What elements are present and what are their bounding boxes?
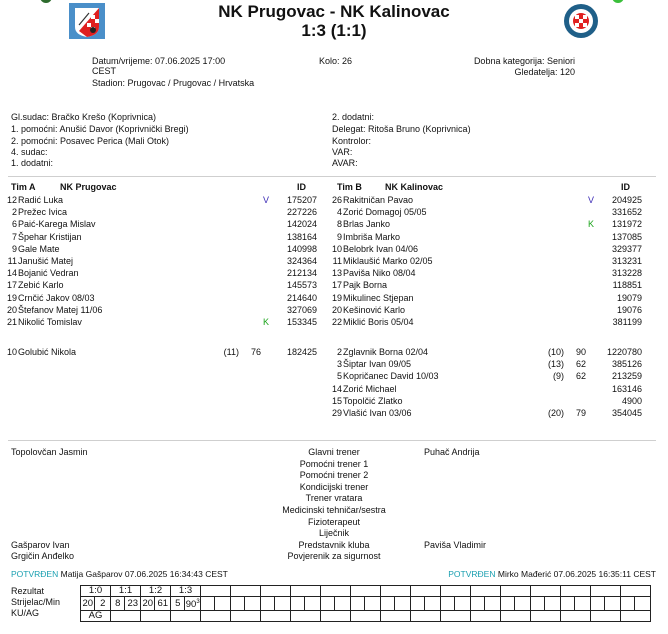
player-name: Kopričanec David 10/03 <box>343 371 439 382</box>
match-stadium: Stadion: Prugovac / Prugovac / Hrvatska <box>92 78 255 88</box>
player-row <box>0 267 317 279</box>
official-main-referee: Gl.sudac: Bračko Krešo (Koprivnica) <box>11 112 157 122</box>
team-b-id-header: ID <box>621 182 630 192</box>
ku-ag-cell <box>261 611 291 622</box>
score-cell <box>291 586 321 597</box>
confirmation-right <box>448 569 656 579</box>
player-name: Golubić Nikola <box>18 347 77 357</box>
staff-role: Povjerenik za sigurnost <box>287 551 381 562</box>
player-name: Zorić Domagoj 05/05 <box>343 207 427 218</box>
scorer-number <box>231 597 245 611</box>
score-cell <box>531 586 561 597</box>
player-row <box>0 194 317 206</box>
player-number: 4 <box>336 207 342 218</box>
scoring-label-result: Rezultat <box>11 586 45 596</box>
official-fourth-referee: 4. sudac: <box>11 147 48 157</box>
substitution-minute: 76 <box>250 347 261 357</box>
player-number: 10 <box>6 347 17 357</box>
player-number: 12 <box>6 195 17 205</box>
scorer-number <box>441 597 455 611</box>
confirmation-left <box>11 569 228 579</box>
player-row <box>0 243 317 255</box>
official-controller: Kontrolor: <box>332 136 372 146</box>
ku-ag-cell <box>111 611 141 622</box>
goal-minute <box>245 597 261 611</box>
score-cell <box>621 586 651 597</box>
player-row <box>325 206 642 218</box>
substitution-minute: 90 <box>575 347 586 357</box>
player-row <box>325 267 642 279</box>
team-a-id-header: ID <box>297 182 306 192</box>
player-name: Vlašić Ivan 03/06 <box>343 408 412 418</box>
scorer-number <box>351 597 365 611</box>
player-name: Radić Luka <box>18 195 64 205</box>
player-id: 331652 <box>611 207 642 218</box>
scorer-number <box>381 597 395 611</box>
official-assistant-1: 1. pomoćni: Anušić Davor (Koprivnički Bregi) <box>11 124 189 134</box>
player-number: 8 <box>336 219 342 230</box>
staff-role: Kondicijski trener <box>299 481 369 492</box>
player-number: 10 <box>331 243 342 254</box>
player-id: 19076 <box>616 304 642 315</box>
player-number: 20 <box>6 304 17 315</box>
player-row <box>0 279 317 291</box>
scoring-label-ku-ag: KU/AG <box>11 608 40 618</box>
player-id: 1220780 <box>606 347 642 357</box>
score-cell: 1:0 <box>81 586 111 597</box>
player-id: 163146 <box>611 383 642 394</box>
player-row <box>325 316 642 328</box>
player-id: 19079 <box>616 292 642 303</box>
player-number: 20 <box>331 304 342 315</box>
player-row <box>0 346 317 358</box>
player-row <box>0 255 317 267</box>
goal-minute <box>275 597 291 611</box>
player-number: 19 <box>6 292 17 303</box>
score-cell <box>321 586 351 597</box>
official-additional-1: 1. dodatni: <box>11 158 54 168</box>
goal-minute: $90^3$ <box>185 597 201 611</box>
player-number: 14 <box>331 383 342 394</box>
staff-role: Pomoćni trener 1 <box>299 458 369 469</box>
ku-ag-cell: AG <box>81 611 111 622</box>
goal-minute <box>515 597 531 611</box>
player-id: 131972 <box>611 219 642 230</box>
confirmation-right-text: Mirko Mađerić 07.06.2025 16:35:11 CEST <box>497 569 656 579</box>
substituted-for: (13) <box>547 359 564 370</box>
player-name: Imbriša Marko <box>343 231 401 242</box>
player-id: 313231 <box>611 256 642 266</box>
goal-minute: 2 <box>95 597 111 611</box>
goal-minute <box>305 597 321 611</box>
player-name: Pajk Borna <box>343 280 388 291</box>
player-id: 175207 <box>286 195 317 205</box>
match-round: Kolo: 26 <box>319 56 353 66</box>
staff-team-a: Topolovčan Jasmin <box>11 447 88 457</box>
substitution-minute: 62 <box>575 371 586 382</box>
scorer-number: 20 <box>81 597 95 611</box>
substituted-for: (9) <box>553 371 564 382</box>
divider-top <box>8 176 656 177</box>
player-number: 13 <box>331 268 342 279</box>
official-assistant-2: 2. pomoćni: Posavec Perica (Mali Otok) <box>11 136 170 146</box>
player-name: Topolčić Zlatko <box>343 395 403 406</box>
player-id: 212134 <box>286 268 317 279</box>
player-name: Paić-Karega Mislav <box>18 219 96 230</box>
scoring-label-scorer: Strijelac/Min <box>11 597 61 607</box>
goal-minute: 61 <box>155 597 171 611</box>
goal-minute <box>395 597 411 611</box>
player-row <box>325 370 642 382</box>
player-row <box>325 231 642 243</box>
scorer-number <box>591 597 605 611</box>
player-number: 3 <box>336 359 342 370</box>
player-id: 142024 <box>286 219 317 230</box>
goal-minute <box>215 597 231 611</box>
player-id: 329377 <box>611 243 642 254</box>
player-id: 313228 <box>611 268 642 279</box>
player-name: Crnčić Jakov 08/03 <box>18 292 95 303</box>
score-cell <box>591 586 621 597</box>
player-id: 153345 <box>286 317 317 327</box>
ku-ag-cell <box>591 611 621 622</box>
player-number: 9 <box>336 231 342 242</box>
player-row <box>325 292 642 304</box>
player-row <box>0 218 317 230</box>
ku-ag-cell <box>351 611 381 622</box>
player-number: 14 <box>6 268 17 279</box>
ku-ag-cell <box>381 611 411 622</box>
player-number: 7 <box>11 231 17 242</box>
player-number: 15 <box>331 395 342 406</box>
ku-ag-cell <box>501 611 531 622</box>
scorer-number <box>531 597 545 611</box>
player-name: Kešinović Karlo <box>343 304 406 315</box>
player-id: 354045 <box>611 408 642 418</box>
goalkeeper-mark: V <box>262 195 269 205</box>
captain-mark: K <box>587 219 594 230</box>
goal-minute <box>365 597 381 611</box>
goal-minute <box>635 597 651 611</box>
player-name: Nikolić Tomislav <box>18 317 82 327</box>
player-row <box>325 243 642 255</box>
score-cell <box>501 586 531 597</box>
player-name: Mikulinec Stjepan <box>343 292 414 303</box>
goalkeeper-mark: V <box>587 195 594 205</box>
player-name: Paviša Niko 08/04 <box>343 268 416 279</box>
captain-mark: K <box>262 317 269 327</box>
player-number: 29 <box>331 408 342 418</box>
player-row <box>0 231 317 243</box>
ku-ag-cell <box>321 611 351 622</box>
player-number: 17 <box>331 280 342 291</box>
player-id: 182425 <box>286 347 317 357</box>
score-cell <box>381 586 411 597</box>
goal-minute <box>545 597 561 611</box>
player-number: 2 <box>336 347 342 357</box>
staff-team-a: Gašparov Ivan <box>11 539 70 550</box>
substituted-for: (11) <box>223 347 239 357</box>
ku-ag-cell <box>471 611 501 622</box>
player-row <box>325 395 642 407</box>
score-cell <box>201 586 231 597</box>
substituted-for: (10) <box>547 347 564 357</box>
goal-minute <box>575 597 591 611</box>
ku-ag-cell <box>201 611 231 622</box>
score-cell <box>231 586 261 597</box>
player-row <box>0 304 317 316</box>
player-name: Zebić Karlo <box>18 280 64 291</box>
player-name: Miklić Boris 05/04 <box>343 317 414 327</box>
player-row <box>325 407 642 419</box>
ku-ag-cell <box>411 611 441 622</box>
player-number: 11 <box>7 256 17 266</box>
player-id: 138164 <box>286 231 317 242</box>
spectators: Gledatelja: 120 <box>514 67 575 77</box>
match-title: NK Prugovac - NK Kalinovac <box>218 2 450 21</box>
ku-ag-cell <box>441 611 471 622</box>
player-name: Miklaušić Marko 02/05 <box>343 256 433 266</box>
player-row <box>0 206 317 218</box>
player-number: 11 <box>332 256 342 266</box>
ku-ag-cell <box>171 611 201 622</box>
goal-minute <box>455 597 471 611</box>
scorer-number <box>201 597 215 611</box>
player-id: 324364 <box>286 256 317 266</box>
player-row <box>325 346 642 358</box>
player-name: Rakitničan Pavao <box>343 195 414 205</box>
player-name: Zorić Michael <box>343 383 397 394</box>
player-row <box>325 383 642 395</box>
player-number: 5 <box>336 371 342 382</box>
player-row <box>0 292 317 304</box>
player-name: Šiptar Ivan 09/05 <box>343 359 412 370</box>
goal-minute <box>335 597 351 611</box>
staff-role: Medicinski tehničar/sestra <box>282 505 386 515</box>
player-row <box>325 194 642 206</box>
player-name: Štefanov Matej 11/06 <box>18 304 103 315</box>
staff-role: Trener vratara <box>305 493 363 504</box>
ku-ag-cell <box>561 611 591 622</box>
match-datetime: Datum/vrijeme: 07.06.2025 17:00 <box>92 56 226 66</box>
player-name: Janušić Matej <box>18 256 74 266</box>
player-row <box>325 279 642 291</box>
ku-ag-cell <box>291 611 321 622</box>
goal-minute <box>605 597 621 611</box>
goal-minute <box>425 597 441 611</box>
player-name: Bojanić Vedran <box>18 268 79 279</box>
scorer-number <box>561 597 575 611</box>
confirmation-right-status: POTVRĐEN <box>448 569 496 579</box>
staff-role: Glavni trener <box>308 447 360 457</box>
official-delegate: Delegat: Ritoša Bruno (Koprivnica) <box>332 124 471 134</box>
player-number: 26 <box>331 195 342 205</box>
divider-staff <box>8 440 656 441</box>
team-a-label: Tim A <box>11 182 36 192</box>
scorer-number <box>471 597 485 611</box>
score-cell <box>441 586 471 597</box>
player-name: Gale Mate <box>18 243 60 254</box>
player-row <box>325 255 642 267</box>
player-number: 6 <box>11 219 17 230</box>
match-datetime-tz: CEST <box>92 66 117 76</box>
scorer-number <box>291 597 305 611</box>
substitution-minute: 79 <box>575 408 586 418</box>
confirmation-left-text: Matija Gašparov 07.06.2025 16:34:43 CEST <box>60 569 228 579</box>
scorer-number <box>501 597 515 611</box>
staff-role: Liječnik <box>318 528 349 539</box>
player-id: 385126 <box>611 359 642 370</box>
team-b-label: Tim B <box>337 182 362 192</box>
player-number: 2 <box>11 207 17 218</box>
score-cell: 1:1 <box>111 586 141 597</box>
player-number: 22 <box>331 317 342 327</box>
player-id: 4900 <box>621 395 642 406</box>
scorer-number <box>321 597 335 611</box>
team-a-name: NK Prugovac <box>60 182 117 192</box>
player-id: 381199 <box>612 317 642 327</box>
player-name: Prežec Ivica <box>18 207 68 218</box>
player-row <box>325 218 642 230</box>
player-id: 137085 <box>611 231 642 242</box>
score-cell <box>351 586 381 597</box>
score-cell <box>411 586 441 597</box>
staff-team-b: Puhač Andrija <box>424 447 480 457</box>
staff-role: Predstavnik kluba <box>298 539 370 550</box>
scorer-number: 8 <box>111 597 125 611</box>
official-avar: AVAR: <box>332 158 358 168</box>
extra-time-minute: 3 <box>196 599 200 605</box>
player-name: Zglavnik Borna 02/04 <box>343 347 429 357</box>
match-score: 1:3 (1:1) <box>301 21 367 40</box>
score-cell <box>471 586 501 597</box>
official-additional-2: 2. dodatni: <box>332 112 375 122</box>
official-var: VAR: <box>332 147 353 157</box>
scorer-number <box>621 597 635 611</box>
player-id: 204925 <box>611 195 642 205</box>
player-row <box>0 316 317 328</box>
score-cell <box>261 586 291 597</box>
goal-minute <box>485 597 501 611</box>
substitution-minute: 62 <box>575 359 586 370</box>
ku-ag-cell <box>531 611 561 622</box>
scorer-number: 5 <box>171 597 185 611</box>
player-id: 145573 <box>286 280 317 291</box>
scorer-number: 20 <box>141 597 155 611</box>
player-row <box>325 304 642 316</box>
staff-team-b: Paviša Vladimir <box>424 539 487 550</box>
score-cell: 1:3 <box>171 586 201 597</box>
player-number: 21 <box>6 317 17 327</box>
ku-ag-cell <box>231 611 261 622</box>
goal-minute: 23 <box>125 597 141 611</box>
staff-role: Pomoćni trener 2 <box>299 470 369 481</box>
scorer-number <box>261 597 275 611</box>
player-id: 213259 <box>611 371 642 382</box>
ku-ag-cell <box>141 611 171 622</box>
player-name: Brlas Janko <box>343 219 391 230</box>
player-id: 214640 <box>286 292 317 303</box>
player-name: Špehar Kristijan <box>18 231 82 242</box>
team-b-name: NK Kalinovac <box>385 182 444 192</box>
player-number: 17 <box>6 280 17 291</box>
staff-role: Fizioterapeut <box>307 516 361 527</box>
scorer-number <box>411 597 425 611</box>
ku-ag-cell <box>621 611 651 622</box>
scoring-table <box>80 585 651 622</box>
age-category: Dobna kategorija: Seniori <box>473 56 575 66</box>
score-cell: 1:2 <box>141 586 171 597</box>
player-row <box>325 358 642 370</box>
player-number: 19 <box>331 292 342 303</box>
player-id: 327069 <box>286 304 317 315</box>
staff-team-a: Grgičin Anđelko <box>11 551 75 562</box>
player-number: 9 <box>11 243 17 254</box>
substituted-for: (20) <box>547 408 564 418</box>
player-id: 140998 <box>286 243 317 254</box>
player-id: 118851 <box>612 280 642 291</box>
confirmation-left-status: POTVRĐEN <box>11 569 59 579</box>
player-name: Belobrk Ivan 04/06 <box>343 243 419 254</box>
score-cell <box>561 586 591 597</box>
player-id: 227226 <box>286 207 317 218</box>
